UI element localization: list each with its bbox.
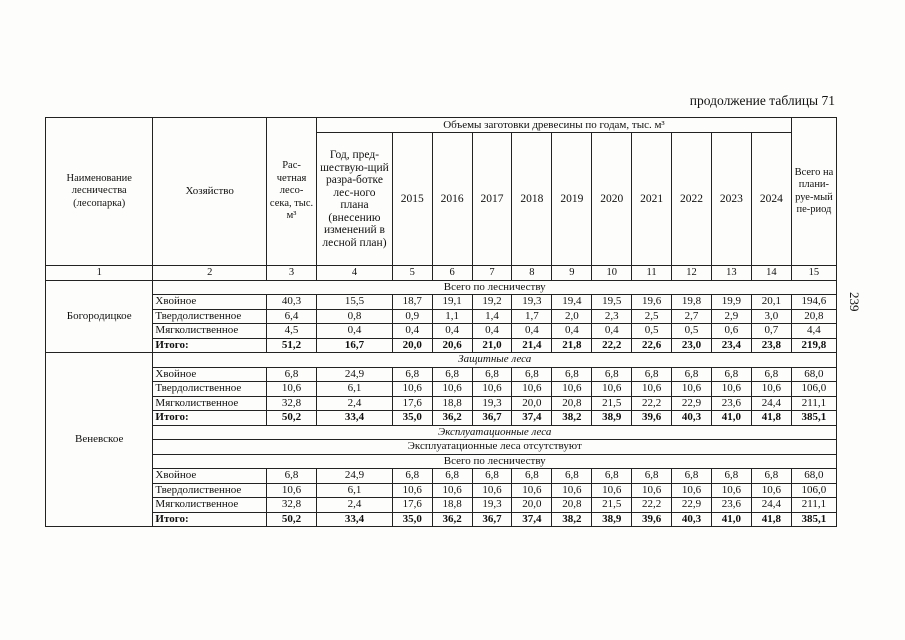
row-label: Твердолиственное bbox=[153, 483, 267, 498]
table-cell: 0,7 bbox=[751, 324, 791, 339]
table-cell: 23,6 bbox=[711, 498, 751, 513]
table-cell: 51,2 bbox=[266, 338, 316, 353]
table-cell: 6,8 bbox=[432, 469, 472, 484]
table-cell: 19,9 bbox=[711, 295, 751, 310]
section-row bbox=[46, 280, 837, 295]
column-number: 7 bbox=[472, 266, 512, 281]
table-cell: 20,1 bbox=[751, 295, 791, 310]
table-cell: 36,7 bbox=[472, 512, 512, 527]
table-cell: 20,8 bbox=[552, 396, 592, 411]
table-cell: 33,4 bbox=[317, 512, 393, 527]
row-label: Итого: bbox=[153, 411, 267, 426]
table-cell: 219,8 bbox=[791, 338, 836, 353]
header-year: 2016 bbox=[432, 133, 472, 266]
column-number: 5 bbox=[392, 266, 432, 281]
column-number: 12 bbox=[672, 266, 712, 281]
table-cell: 19,8 bbox=[672, 295, 712, 310]
table-cell: 385,1 bbox=[791, 512, 836, 527]
table-cell: 32,8 bbox=[266, 396, 316, 411]
table-cell: 10,6 bbox=[672, 382, 712, 397]
table-cell: 21,0 bbox=[472, 338, 512, 353]
table-cell: 6,8 bbox=[552, 367, 592, 382]
table-cell: 37,4 bbox=[512, 512, 552, 527]
table-cell: 0,4 bbox=[432, 324, 472, 339]
table-cell: 36,2 bbox=[432, 411, 472, 426]
page-number: 239 bbox=[847, 292, 862, 312]
table-cell: 10,6 bbox=[552, 483, 592, 498]
header-hozyaistvo: Хозяйство bbox=[153, 118, 267, 266]
table-cell: 6,8 bbox=[432, 367, 472, 382]
table-row bbox=[46, 295, 837, 310]
table-cell: 19,3 bbox=[472, 498, 512, 513]
table-cell: 6,8 bbox=[711, 469, 751, 484]
table-cell: 6,8 bbox=[711, 367, 751, 382]
table-cell: 21,5 bbox=[592, 396, 632, 411]
table-cell: 22,2 bbox=[592, 338, 632, 353]
table-cell: 23,6 bbox=[711, 396, 751, 411]
table-cell: 10,6 bbox=[392, 483, 432, 498]
column-number: 13 bbox=[711, 266, 751, 281]
table-cell: 10,6 bbox=[592, 483, 632, 498]
table-cell: 19,5 bbox=[592, 295, 632, 310]
column-number: 11 bbox=[632, 266, 672, 281]
table-cell: 10,6 bbox=[392, 382, 432, 397]
table-row bbox=[46, 367, 837, 382]
section-title: Защитные леса bbox=[153, 353, 837, 368]
table-cell: 6,8 bbox=[392, 469, 432, 484]
table-cell: 18,8 bbox=[432, 498, 472, 513]
table-cell: 2,5 bbox=[632, 309, 672, 324]
table-cell: 21,8 bbox=[552, 338, 592, 353]
table-cell: 2,7 bbox=[672, 309, 712, 324]
table-cell: 10,6 bbox=[751, 382, 791, 397]
table-cell: 24,4 bbox=[751, 498, 791, 513]
table-cell: 20,6 bbox=[432, 338, 472, 353]
lesnichestvo-name: Богородицкое bbox=[46, 280, 153, 353]
table-cell: 10,6 bbox=[711, 483, 751, 498]
table-cell: 2,3 bbox=[592, 309, 632, 324]
table-cell: 19,1 bbox=[432, 295, 472, 310]
table-row bbox=[46, 382, 837, 397]
table-cell: 40,3 bbox=[266, 295, 316, 310]
table-cell: 0,5 bbox=[672, 324, 712, 339]
table-cell: 10,6 bbox=[672, 483, 712, 498]
table-cell: 106,0 bbox=[791, 483, 836, 498]
table-cell: 6,8 bbox=[266, 469, 316, 484]
table-cell: 2,4 bbox=[317, 396, 393, 411]
table-cell: 0,4 bbox=[512, 324, 552, 339]
header-raschetnaya: Рас-четная лесо-сека, тыс. м³ bbox=[266, 118, 316, 266]
table-cell: 37,4 bbox=[512, 411, 552, 426]
table-cell: 10,6 bbox=[472, 483, 512, 498]
column-number: 4 bbox=[317, 266, 393, 281]
table-cell: 6,8 bbox=[512, 469, 552, 484]
table-cell: 20,0 bbox=[512, 396, 552, 411]
table-cell: 1,1 bbox=[432, 309, 472, 324]
table-row bbox=[46, 469, 837, 484]
table-row bbox=[46, 309, 837, 324]
table-cell: 0,9 bbox=[392, 309, 432, 324]
table-cell: 6,8 bbox=[472, 367, 512, 382]
table-cell: 22,2 bbox=[632, 396, 672, 411]
table-cell: 6,8 bbox=[592, 367, 632, 382]
table-cell: 40,3 bbox=[672, 411, 712, 426]
table-row-total bbox=[46, 338, 837, 353]
table-cell: 16,7 bbox=[317, 338, 393, 353]
table-caption: продолжение таблицы 71 bbox=[689, 93, 835, 108]
table-cell: 40,3 bbox=[672, 512, 712, 527]
table-cell: 0,4 bbox=[392, 324, 432, 339]
table-cell: 10,6 bbox=[632, 483, 672, 498]
table-cell: 6,4 bbox=[266, 309, 316, 324]
harvest-volume-table bbox=[45, 117, 837, 527]
section-note: Эксплуатационные леса отсутствуют bbox=[153, 440, 837, 455]
table-cell: 17,6 bbox=[392, 498, 432, 513]
header-year: 2021 bbox=[632, 133, 672, 266]
table-row-total bbox=[46, 411, 837, 426]
table-cell: 6,1 bbox=[317, 483, 393, 498]
table-cell: 39,6 bbox=[632, 512, 672, 527]
row-label: Итого: bbox=[153, 512, 267, 527]
table-cell: 38,2 bbox=[552, 512, 592, 527]
header-god-pred: Год, пред-шествую-щий разра-ботке лес-ного плана (внесению изменений в лесной план) bbox=[317, 133, 393, 266]
row-label: Мягколиственное bbox=[153, 324, 267, 339]
table-cell: 10,6 bbox=[552, 382, 592, 397]
table-cell: 3,0 bbox=[751, 309, 791, 324]
row-label: Твердолиственное bbox=[153, 382, 267, 397]
table-cell: 18,7 bbox=[392, 295, 432, 310]
section-title: Всего по лесничеству bbox=[153, 454, 837, 469]
table-cell: 15,5 bbox=[317, 295, 393, 310]
section-row bbox=[46, 440, 837, 455]
table-cell: 17,6 bbox=[392, 396, 432, 411]
header-year: 2017 bbox=[472, 133, 512, 266]
table-cell: 38,9 bbox=[592, 411, 632, 426]
header-year: 2020 bbox=[592, 133, 632, 266]
table-cell: 10,6 bbox=[711, 382, 751, 397]
table-cell: 0,4 bbox=[317, 324, 393, 339]
row-label: Мягколиственное bbox=[153, 396, 267, 411]
row-label: Хвойное bbox=[153, 367, 267, 382]
column-number: 15 bbox=[791, 266, 836, 281]
table-cell: 36,2 bbox=[432, 512, 472, 527]
table-cell: 10,6 bbox=[512, 382, 552, 397]
table-cell: 6,8 bbox=[672, 469, 712, 484]
table-cell: 6,8 bbox=[552, 469, 592, 484]
section-row bbox=[46, 353, 837, 368]
table-cell: 19,3 bbox=[512, 295, 552, 310]
table-cell: 19,3 bbox=[472, 396, 512, 411]
table-cell: 385,1 bbox=[791, 411, 836, 426]
table-cell: 22,9 bbox=[672, 498, 712, 513]
table-cell: 211,1 bbox=[791, 498, 836, 513]
table-cell: 10,6 bbox=[266, 382, 316, 397]
table-cell: 211,1 bbox=[791, 396, 836, 411]
table-cell: 10,6 bbox=[432, 382, 472, 397]
header-lesnichestvo: Наименование лесничества (лесопарка) bbox=[46, 118, 153, 266]
table-cell: 18,8 bbox=[432, 396, 472, 411]
table-cell: 2,4 bbox=[317, 498, 393, 513]
table-cell: 24,9 bbox=[317, 469, 393, 484]
column-number-row bbox=[46, 266, 837, 281]
table-cell: 32,8 bbox=[266, 498, 316, 513]
header-year: 2018 bbox=[512, 133, 552, 266]
table-cell: 1,4 bbox=[472, 309, 512, 324]
table-row bbox=[46, 396, 837, 411]
header-year: 2024 bbox=[751, 133, 791, 266]
column-number: 1 bbox=[46, 266, 153, 281]
column-number: 9 bbox=[552, 266, 592, 281]
header-vsego: Всего на плани-руе-мый пе-риод bbox=[791, 118, 836, 266]
table-row-total bbox=[46, 512, 837, 527]
table-row bbox=[46, 483, 837, 498]
table-cell: 6,8 bbox=[751, 469, 791, 484]
header-obemy: Объемы заготовки древесины по годам, тыс. м³ bbox=[317, 118, 792, 133]
table-cell: 68,0 bbox=[791, 469, 836, 484]
section-title: Всего по лесничеству bbox=[153, 280, 837, 295]
row-label: Итого: bbox=[153, 338, 267, 353]
table-cell: 22,2 bbox=[632, 498, 672, 513]
table-cell: 20,8 bbox=[791, 309, 836, 324]
table-cell: 38,2 bbox=[552, 411, 592, 426]
table-cell: 23,4 bbox=[711, 338, 751, 353]
table-cell: 2,0 bbox=[552, 309, 592, 324]
table-cell: 23,8 bbox=[751, 338, 791, 353]
table-cell: 1,7 bbox=[512, 309, 552, 324]
table-cell: 24,9 bbox=[317, 367, 393, 382]
table-cell: 19,2 bbox=[472, 295, 512, 310]
table-cell: 6,8 bbox=[512, 367, 552, 382]
table-cell: 6,8 bbox=[472, 469, 512, 484]
table-cell: 35,0 bbox=[392, 411, 432, 426]
table-cell: 20,0 bbox=[392, 338, 432, 353]
table-cell: 10,6 bbox=[266, 483, 316, 498]
table-cell: 39,6 bbox=[632, 411, 672, 426]
table-cell: 0,4 bbox=[472, 324, 512, 339]
table-cell: 19,4 bbox=[552, 295, 592, 310]
table-cell: 0,6 bbox=[711, 324, 751, 339]
table-cell: 6,8 bbox=[632, 469, 672, 484]
row-label: Твердолиственное bbox=[153, 309, 267, 324]
table-cell: 22,9 bbox=[672, 396, 712, 411]
table-cell: 10,6 bbox=[512, 483, 552, 498]
table-cell: 10,6 bbox=[632, 382, 672, 397]
table-cell: 6,8 bbox=[632, 367, 672, 382]
row-label: Хвойное bbox=[153, 295, 267, 310]
table-cell: 0,4 bbox=[592, 324, 632, 339]
column-number: 8 bbox=[512, 266, 552, 281]
column-number: 3 bbox=[266, 266, 316, 281]
table-cell: 6,8 bbox=[672, 367, 712, 382]
header-year: 2022 bbox=[672, 133, 712, 266]
table-cell: 41,8 bbox=[751, 512, 791, 527]
table-cell: 68,0 bbox=[791, 367, 836, 382]
table-cell: 106,0 bbox=[791, 382, 836, 397]
table-cell: 20,8 bbox=[552, 498, 592, 513]
table-cell: 41,0 bbox=[711, 512, 751, 527]
table-cell: 0,4 bbox=[552, 324, 592, 339]
section-row bbox=[46, 425, 837, 440]
table-cell: 35,0 bbox=[392, 512, 432, 527]
column-number: 14 bbox=[751, 266, 791, 281]
table-cell: 0,5 bbox=[632, 324, 672, 339]
table-cell: 22,6 bbox=[632, 338, 672, 353]
table-cell: 6,8 bbox=[266, 367, 316, 382]
table-cell: 10,6 bbox=[592, 382, 632, 397]
table-row bbox=[46, 324, 837, 339]
table-cell: 50,2 bbox=[266, 512, 316, 527]
table-cell: 6,1 bbox=[317, 382, 393, 397]
table-cell: 23,0 bbox=[672, 338, 712, 353]
table-cell: 6,8 bbox=[392, 367, 432, 382]
section-title: Эксплуатационные леса bbox=[153, 425, 837, 440]
table-cell: 36,7 bbox=[472, 411, 512, 426]
table-cell: 41,0 bbox=[711, 411, 751, 426]
table-cell: 2,9 bbox=[711, 309, 751, 324]
header-year: 2023 bbox=[711, 133, 751, 266]
column-number: 6 bbox=[432, 266, 472, 281]
table-cell: 4,5 bbox=[266, 324, 316, 339]
header-year: 2019 bbox=[552, 133, 592, 266]
table-row bbox=[46, 498, 837, 513]
table-cell: 10,6 bbox=[472, 382, 512, 397]
table-cell: 24,4 bbox=[751, 396, 791, 411]
table-cell: 38,9 bbox=[592, 512, 632, 527]
row-label: Хвойное bbox=[153, 469, 267, 484]
table-cell: 21,4 bbox=[512, 338, 552, 353]
table-cell: 194,6 bbox=[791, 295, 836, 310]
table-cell: 33,4 bbox=[317, 411, 393, 426]
column-number: 10 bbox=[592, 266, 632, 281]
table-cell: 0,8 bbox=[317, 309, 393, 324]
column-number: 2 bbox=[153, 266, 267, 281]
table-cell: 10,6 bbox=[432, 483, 472, 498]
row-label: Мягколиственное bbox=[153, 498, 267, 513]
header-year: 2015 bbox=[392, 133, 432, 266]
table-cell: 6,8 bbox=[751, 367, 791, 382]
table-cell: 10,6 bbox=[751, 483, 791, 498]
table-cell: 50,2 bbox=[266, 411, 316, 426]
table-cell: 6,8 bbox=[592, 469, 632, 484]
table-cell: 21,5 bbox=[592, 498, 632, 513]
table-cell: 19,6 bbox=[632, 295, 672, 310]
table-cell: 4,4 bbox=[791, 324, 836, 339]
table-cell: 41,8 bbox=[751, 411, 791, 426]
lesnichestvo-name: Веневское bbox=[46, 353, 153, 527]
section-row bbox=[46, 454, 837, 469]
table-cell: 20,0 bbox=[512, 498, 552, 513]
